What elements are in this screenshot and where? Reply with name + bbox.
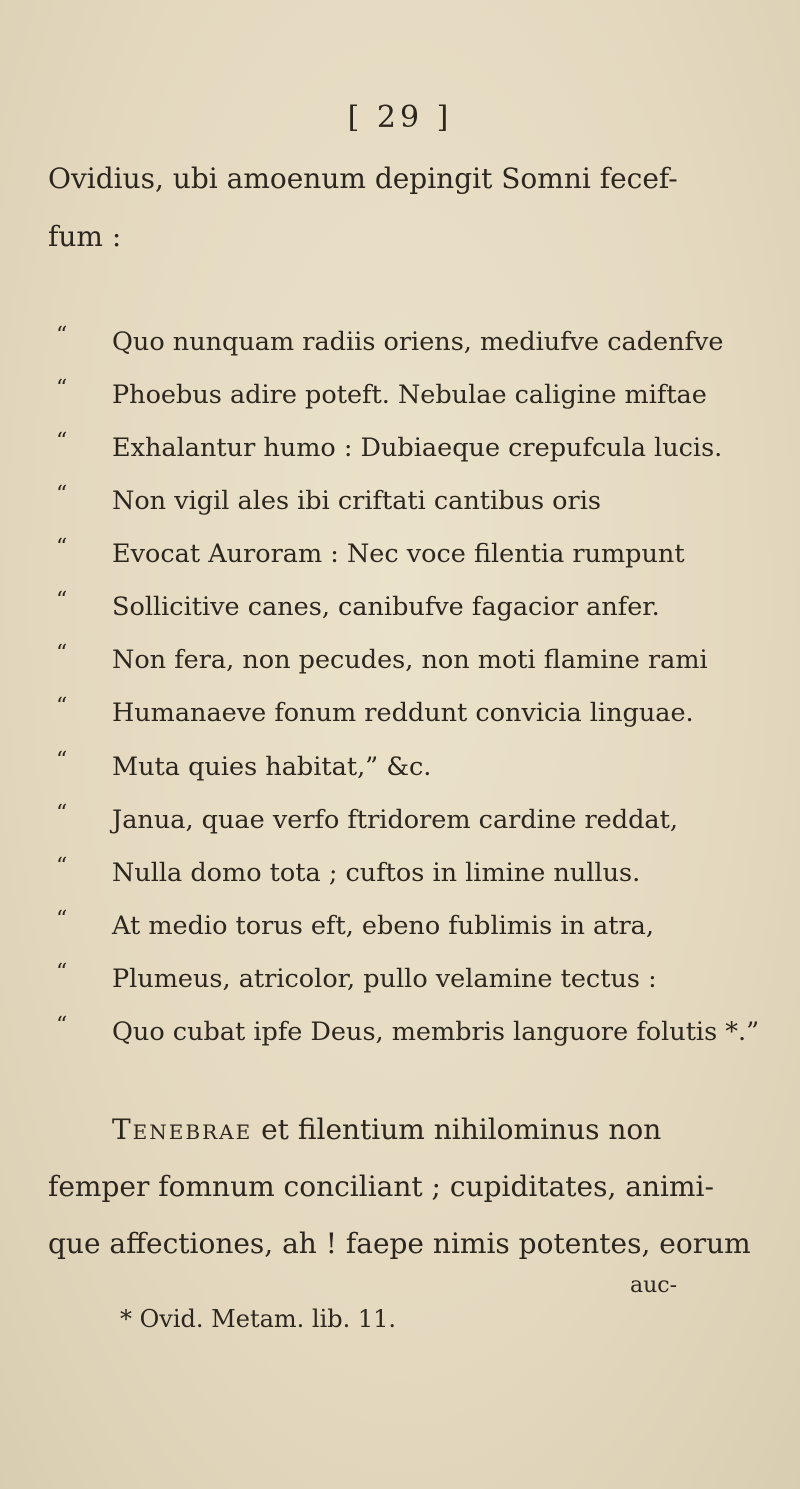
verse-text: Sollicitive canes, canibufve fagacior anfer. — [112, 592, 660, 622]
verse-text: Humanaeve fonum reddunt convicia linguae. — [112, 698, 694, 728]
quote-mark: “ — [56, 482, 68, 507]
quote-mark: “ — [56, 694, 68, 719]
verse-line — [56, 694, 694, 728]
paragraph-first-line — [112, 1113, 661, 1146]
quote-mark: “ — [56, 323, 68, 348]
quote-mark: “ — [56, 535, 68, 560]
quote-mark: “ — [56, 588, 68, 613]
page-number: [ 29 ] — [347, 100, 453, 135]
quote-mark: “ — [56, 854, 68, 879]
verse-text: Non vigil ales ibi criftati cantibus oris — [112, 486, 601, 516]
verse-line — [56, 748, 432, 782]
verse-line — [56, 535, 685, 569]
quote-mark: “ — [56, 748, 68, 773]
verse-line — [56, 323, 724, 357]
verse-text: Plumeus, atricolor, pullo velamine tectus : — [112, 964, 657, 994]
quote-mark: “ — [56, 641, 68, 666]
intro-line-1: Ovidius, ubi amoenum depingit Somni fecef- — [48, 162, 678, 195]
paragraph-first-word: Tenebrae — [112, 1113, 253, 1146]
verse-text: Non fera, non pecudes, non moti flamine rami — [112, 645, 708, 675]
verse-text: Muta quies habitat,” &c. — [112, 752, 432, 782]
quote-mark: “ — [56, 429, 68, 454]
intro-line-2: fum : — [48, 220, 122, 253]
verse-line — [56, 588, 660, 622]
verse-text: Evocat Auroram : Nec voce filentia rumpunt — [112, 539, 685, 569]
quote-mark: “ — [56, 907, 68, 932]
verse-text: Nulla domo tota ; cuftos in limine nullus. — [112, 858, 641, 888]
verse-line — [56, 907, 654, 941]
verse-line — [56, 429, 723, 463]
quote-mark: “ — [56, 801, 68, 826]
verse-line — [56, 801, 678, 835]
verse-line — [56, 854, 641, 888]
paragraph-line: femper fomnum conciliant ; cupiditates, animi- — [48, 1170, 714, 1203]
verse-text: Quo nunquam radiis oriens, mediufve cadenfve — [112, 327, 724, 357]
verse-text: Phoebus adire poteft. Nebulae caligine miftae — [112, 380, 707, 410]
verse-line — [56, 960, 657, 994]
footnote: * Ovid. Metam. lib. 11. — [120, 1305, 397, 1333]
paragraph-first-line-text: et filentium nihilominus non — [261, 1113, 662, 1146]
verse-line — [56, 376, 707, 410]
verse-line — [56, 1013, 760, 1047]
verse-text: Quo cubat ipfe Deus, membris languore folutis *.” — [112, 1017, 760, 1047]
quote-mark: “ — [56, 1013, 68, 1038]
quote-mark: “ — [56, 376, 68, 401]
verse-text: At medio torus eft, ebeno fublimis in atra, — [112, 911, 654, 941]
verse-text: Janua, quae verfo ftridorem cardine reddat, — [112, 805, 678, 835]
verse-line — [56, 641, 708, 675]
verse-line — [56, 482, 601, 516]
paragraph-line: que affectiones, ah ! faepe nimis potentes, eorum — [48, 1227, 751, 1260]
verse-text: Exhalantur humo : Dubiaeque crepufcula lucis. — [112, 433, 723, 463]
quote-mark: “ — [56, 960, 68, 985]
catchword: auc- — [630, 1273, 678, 1298]
